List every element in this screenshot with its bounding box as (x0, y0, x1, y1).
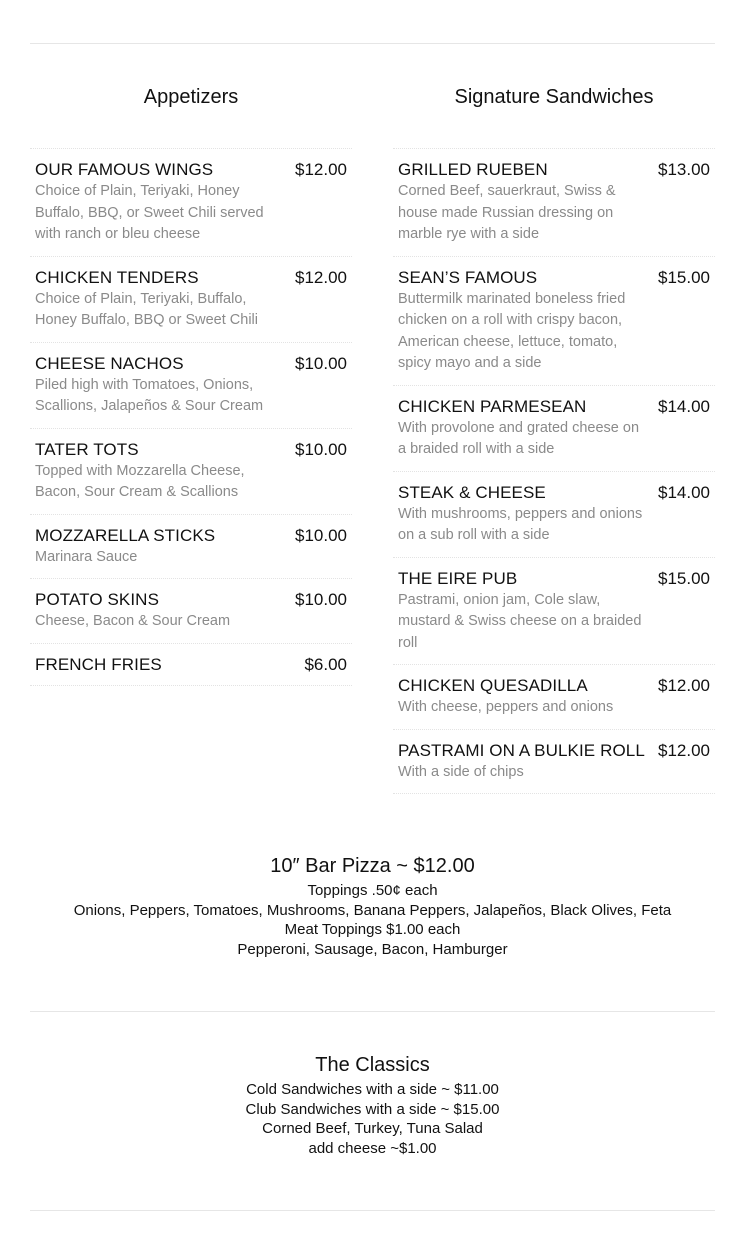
menu-item-name: POTATO SKINS (35, 590, 160, 609)
menu-item-description: Piled high with Tomatoes, Onions, Scallions, Jalapeños & Sour Cream (35, 376, 264, 414)
menu-item (30, 579, 352, 644)
menu-item-description: Buttermilk marinated boneless fried chicken on a roll with crispy bacon, American cheese, lettuce, tomato, spicy mayo and a side (398, 290, 626, 371)
menu-item (393, 149, 715, 257)
classics-section (0, 1052, 745, 1158)
menu-item-price: $12.00 (658, 676, 710, 695)
section-divider (30, 1011, 715, 1012)
menu-item-header (398, 676, 710, 696)
pizza-line: Meat Toppings $1.00 each (284, 921, 461, 938)
menu-item (30, 515, 352, 580)
menu-item-price: $10.00 (295, 525, 347, 545)
menu-item-name: STEAK & CHEESE (398, 482, 546, 502)
menu-item (393, 386, 715, 472)
menu-item-name: OUR FAMOUS WINGS (35, 160, 214, 179)
menu-item-name: SEAN’S FAMOUS (398, 267, 538, 287)
classics-line: Corned Beef, Turkey, Tuna Salad (262, 1120, 483, 1137)
menu-item-price: $12.00 (295, 267, 347, 287)
menu-item (30, 343, 352, 429)
menu-item (30, 429, 352, 515)
pizza-line: Toppings .50¢ each (307, 882, 438, 899)
sandwiches-list (393, 148, 715, 794)
menu-item-name: GRILLED RUEBEN (398, 160, 548, 179)
menu-item (393, 257, 715, 386)
menu-item-description: Marinara Sauce (35, 548, 138, 565)
menu-item-header (35, 160, 347, 180)
menu-item-price: $15.00 (658, 568, 710, 588)
menu-item-price: $13.00 (658, 160, 710, 179)
classics-line: add cheese ~$1.00 (308, 1139, 437, 1157)
menu-item-name: CHICKEN PARMESEAN (398, 396, 587, 416)
menu-item-header (35, 354, 347, 374)
menu-item-name: PASTRAMI ON A BULKIE ROLL (398, 740, 645, 760)
menu-item-description: Pastrami, onion jam, Cole slaw, mustard & Swiss cheese on a braided roll (398, 591, 642, 651)
menu-item (393, 730, 715, 795)
menu-item-price: $10.00 (295, 439, 347, 459)
menu-item-header (398, 569, 710, 589)
menu-item-description: With cheese, peppers and onions (398, 699, 614, 715)
menu-item-price: $15.00 (658, 267, 710, 287)
menu-item-description: Topped with Mozzarella Cheese, Bacon, Sour Cream & Scallions (35, 462, 245, 500)
menu-item-price: $14.00 (658, 482, 710, 502)
menu-item-price: $6.00 (304, 654, 347, 674)
classics-heading: The Classics (315, 1054, 430, 1076)
menu-item-price: $12.00 (658, 740, 710, 760)
menu-item-header (398, 483, 710, 503)
menu-item-header (398, 160, 710, 180)
menu-item-description: With mushrooms, peppers and onions on a sub roll with a side (398, 505, 643, 543)
menu-item-header (398, 397, 710, 417)
menu-item-name: CHICKEN QUESADILLA (398, 676, 588, 695)
menu-item-header (35, 590, 347, 610)
top-divider (30, 43, 715, 44)
menu-item (393, 665, 715, 730)
menu-item-price: $10.00 (295, 590, 347, 609)
menu-item-name: TATER TOTS (35, 439, 139, 459)
menu-item-header (35, 655, 347, 675)
classics-line: Cold Sandwiches with a side ~ $11.00 (246, 1081, 499, 1098)
classics-line: Club Sandwiches with a side ~ $15.00 (245, 1100, 500, 1118)
menu-item-price: $10.00 (295, 353, 347, 373)
menu-item-description: Cheese, Bacon & Sour Cream (35, 613, 231, 629)
menu-item-name: MOZZARELLA STICKS (35, 525, 216, 545)
menu-item-name: CHEESE NACHOS (35, 353, 184, 373)
menu-item-description: Choice of Plain, Teriyaki, Honey Buffalo, BBQ, or Sweet Chili served with ranch or bleu cheese (35, 183, 264, 242)
menu-item-name: THE EIRE PUB (398, 568, 518, 588)
menu-item (30, 644, 352, 686)
menu-item-price: $14.00 (658, 396, 710, 416)
menu-item-description: With provolone and grated cheese on a braided roll with a side (398, 419, 640, 457)
menu-item-header (35, 268, 347, 288)
menu-item (393, 558, 715, 666)
menu-item-name: CHICKEN TENDERS (35, 267, 199, 287)
menu-item (393, 472, 715, 558)
bottom-divider (30, 1210, 715, 1211)
pizza-section (0, 853, 745, 959)
pizza-heading: 10″ Bar Pizza ~ $12.00 (270, 855, 475, 877)
menu-item-header (398, 741, 710, 761)
menu-item-name: FRENCH FRIES (35, 654, 162, 674)
menu-item (30, 257, 352, 343)
appetizers-list (30, 148, 352, 686)
menu-item-header (398, 268, 710, 288)
sandwiches-heading: Signature Sandwiches (454, 86, 654, 108)
appetizers-heading: Appetizers (143, 86, 239, 108)
menu-item-price: $12.00 (295, 160, 347, 179)
menu-item (30, 149, 352, 257)
menu-item-description: Choice of Plain, Teriyaki, Buffalo, Honey Buffalo, BBQ or Sweet Chili (35, 290, 258, 328)
pizza-line: Onions, Peppers, Tomatoes, Mushrooms, Banana Peppers, Jalapeños, Black Olives, Feta (73, 901, 672, 919)
menu-item-header (35, 526, 347, 546)
menu-item-description: With a side of chips (398, 763, 524, 780)
menu-item-header (35, 440, 347, 460)
pizza-line: Pepperoni, Sausage, Bacon, Hamburger (237, 940, 508, 958)
menu-item-description: Corned Beef, sauerkraut, Swiss & house made Russian dressing on marble rye with a side (398, 183, 616, 242)
